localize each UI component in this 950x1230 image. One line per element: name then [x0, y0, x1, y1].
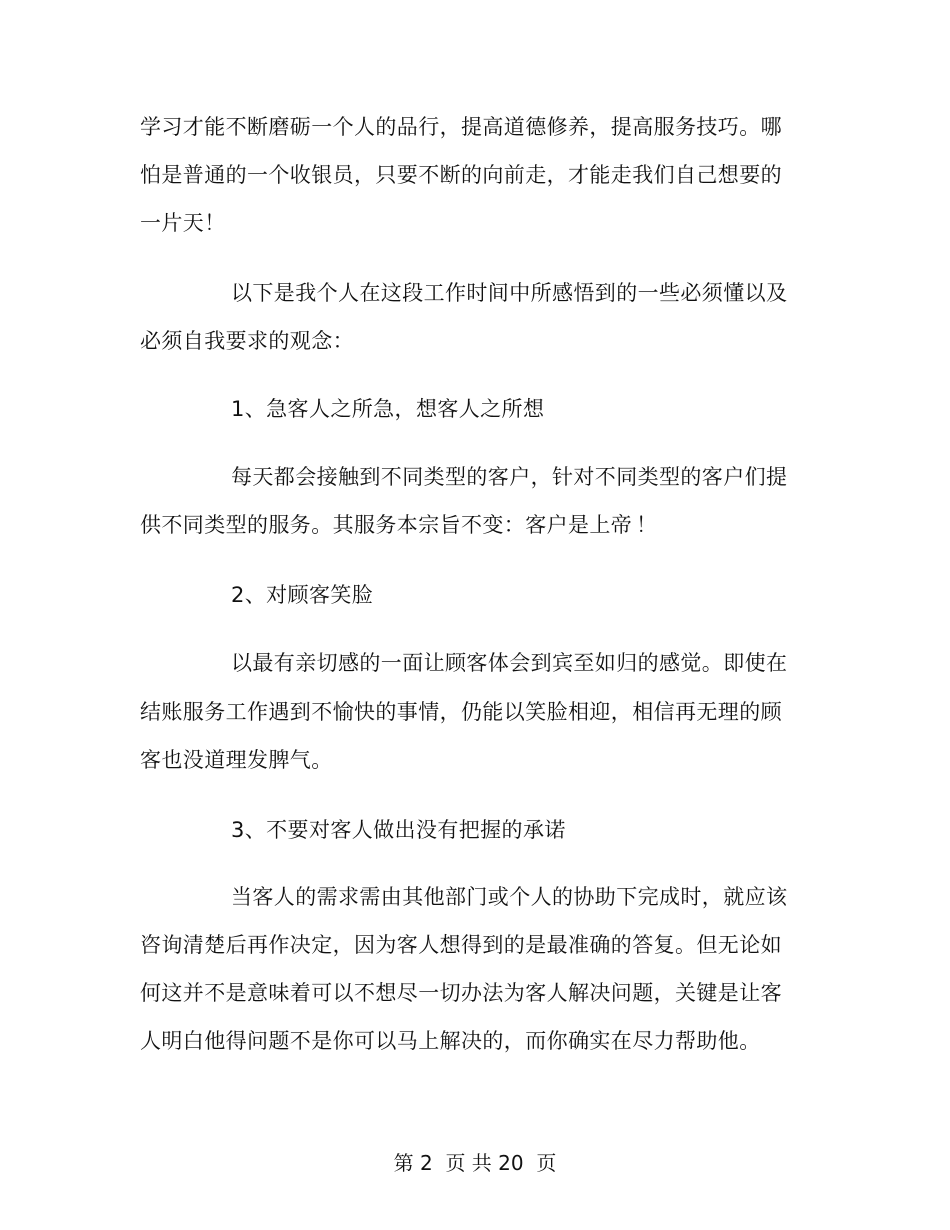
- paragraph-line: 一片天！: [140, 211, 226, 235]
- paragraph-line: 当客人的需求需由其他部门或个人的协助下完成时，就应该: [231, 885, 788, 909]
- section-heading: 1、急客人之所急，想客人之所想: [231, 397, 545, 421]
- paragraph-line: 以下是我个人在这段工作时间中所感悟到的一些必须懂以及: [231, 281, 788, 305]
- paragraph-line: 人明白他得问题不是你可以马上解决的，而你确实在尽力帮助他。: [140, 1029, 761, 1053]
- paragraph-line: 客也没道理发脾气。: [140, 748, 333, 772]
- paragraph-line: 必须自我要求的观念：: [140, 329, 354, 353]
- paragraph-line: 咨询清楚后再作决定，因为客人想得到的是最准确的答复。但无论如: [140, 933, 782, 957]
- section-heading: 3、不要对客人做出没有把握的承诺: [231, 818, 566, 842]
- section-heading: 2、对顾客笑脸: [231, 583, 374, 607]
- paragraph-line: 怕是普通的一个收银员，只要不断的向前走，才能走我们自己想要的: [140, 163, 782, 187]
- paragraph-line: 何这并不是意味着可以不想尽一切办法为客人解决问题，关键是让客: [140, 981, 782, 1005]
- paragraph-line: 结账服务工作遇到不愉快的事情，仍能以笑脸相迎，相信再无理的顾: [140, 700, 782, 724]
- paragraph-line: 学习才能不断磨砺一个人的品行，提高道德修养，提高服务技巧。哪: [140, 115, 782, 139]
- paragraph-line: ！: [636, 513, 658, 537]
- paragraph-line: 供不同类型的服务。其服务本宗旨不变：客户是上帝: [140, 513, 633, 537]
- paragraph-line: 以最有亲切感的一面让顾客体会到宾至如归的感觉。即使在: [231, 651, 788, 675]
- page-number-footer: 第 2 页 共 20 页: [393, 1151, 557, 1175]
- paragraph-line: 每天都会接触到不同类型的客户，针对不同类型的客户们提: [231, 465, 788, 489]
